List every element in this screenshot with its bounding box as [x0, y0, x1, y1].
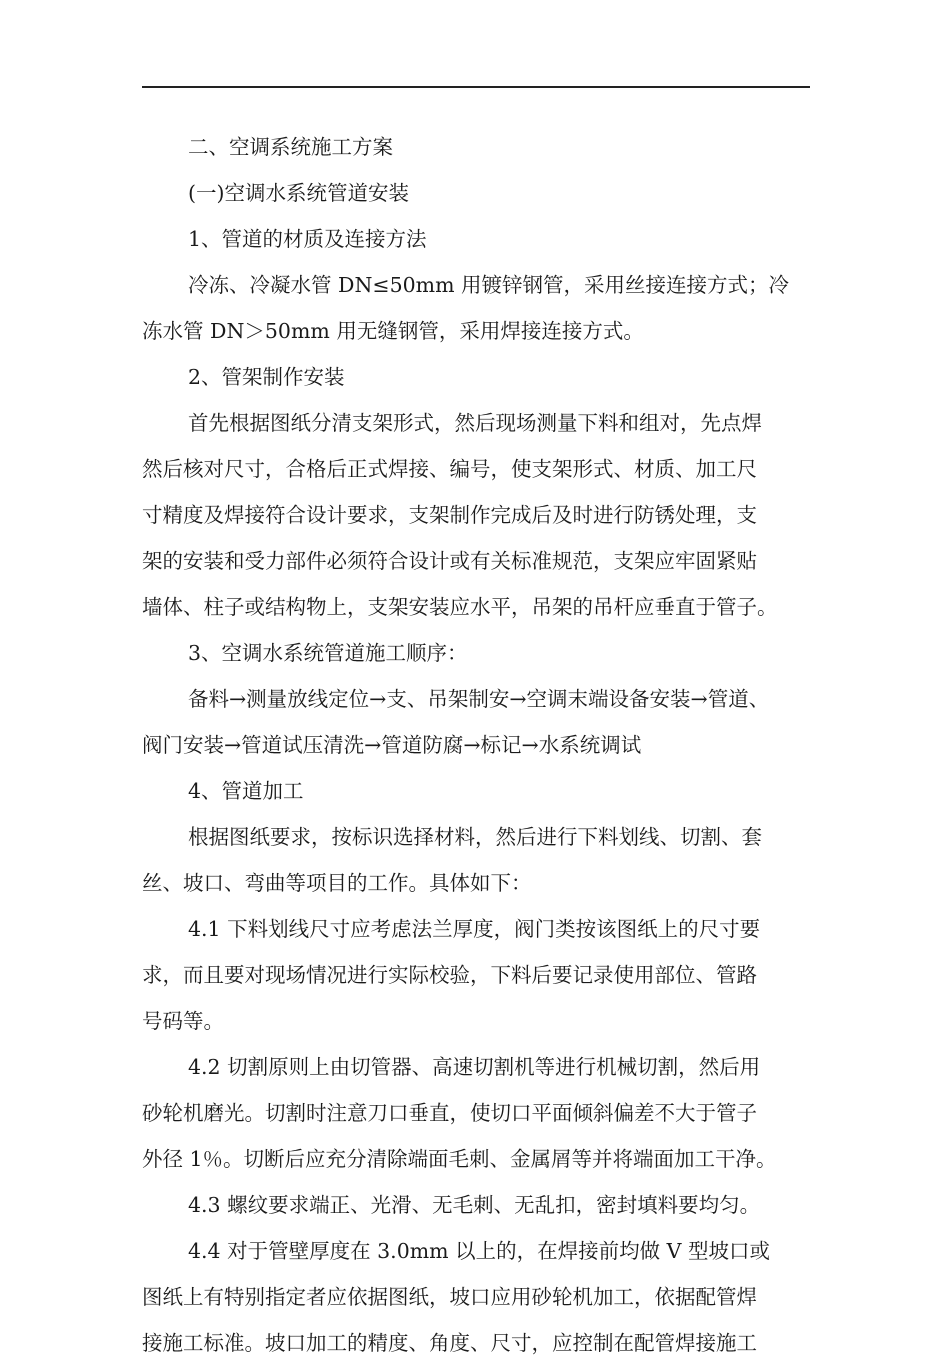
text-line: 然后核对尺寸，合格后正式焊接、编号，使支架形式、材质、加工尺	[142, 457, 757, 481]
text-line: 4.1 下料划线尺寸应考虑法兰厚度，阀门类按该图纸上的尺寸要	[188, 917, 761, 941]
text-line: 3、空调水系统管道施工顺序：	[188, 641, 468, 665]
text-line: 根据图纸要求，按标识选择材料，然后进行下料划线、切割、套	[188, 825, 762, 849]
text-line: 4、管道加工	[188, 779, 304, 803]
text-line: 求，而且要对现场情况进行实际校验，下料后要记录使用部位、管路	[142, 963, 757, 987]
text-line: 外径 1％。切断后应充分清除端面毛刺、金属屑等并将端面加工干净。	[142, 1147, 777, 1171]
text-line: 4.3 螺纹要求端正、光滑、无毛刺、无乱扣，密封填料要均匀。	[188, 1193, 761, 1217]
text-line: 4.4 对于管壁厚度在 3.0mm 以上的，在焊接前均做 V 型坡口或	[188, 1239, 770, 1263]
text-line: 寸精度及焊接符合设计要求，支架制作完成后及时进行防锈处理，支	[142, 503, 757, 527]
text-line: (一)空调水系统管道安装	[188, 181, 409, 205]
text-line: 冻水管 DN＞50mm 用无缝钢管，采用焊接连接方式。	[142, 319, 644, 343]
text-line: 号码等。	[142, 1009, 224, 1033]
text-line: 首先根据图纸分清支架形式，然后现场测量下料和组对，先点焊	[188, 411, 762, 435]
header-rule	[142, 86, 810, 88]
text-line: 冷冻、冷凝水管 DN≤50mm 用镀锌钢管，采用丝接连接方式；冷	[188, 273, 790, 297]
document-body	[142, 124, 810, 1366]
text-line: 墙体、柱子或结构物上，支架安装应水平，吊架的吊杆应垂直于管子。	[142, 595, 778, 619]
text-line: 阀门安装→管道试压清洗→管道防腐→标记→水系统调试	[142, 733, 642, 757]
text-line: 图纸上有特别指定者应依据图纸，坡口应用砂轮机加工，依据配管焊	[142, 1285, 757, 1309]
text-line: 二、空调系统施工方案	[188, 135, 393, 159]
text-line: 砂轮机磨光。切割时注意刀口垂直，使切口平面倾斜偏差不大于管子	[142, 1101, 757, 1125]
text-line: 丝、坡口、弯曲等项目的工作。具体如下：	[142, 871, 532, 895]
text-line: 2、管架制作安装	[188, 365, 345, 389]
text-line: 4.2 切割原则上由切管器、高速切割机等进行机械切割，然后用	[188, 1055, 761, 1079]
text-line: 备料→测量放线定位→支、吊架制安→空调末端设备安装→管道、	[188, 687, 770, 711]
text-line: 1、管道的材质及连接方法	[188, 227, 427, 251]
text-line: 接施工标准。坡口加工的精度、角度、尺寸，应控制在配管焊接施工	[142, 1331, 757, 1355]
text-line: 架的安装和受力部件必须符合设计或有关标准规范，支架应牢固紧贴	[142, 549, 757, 573]
